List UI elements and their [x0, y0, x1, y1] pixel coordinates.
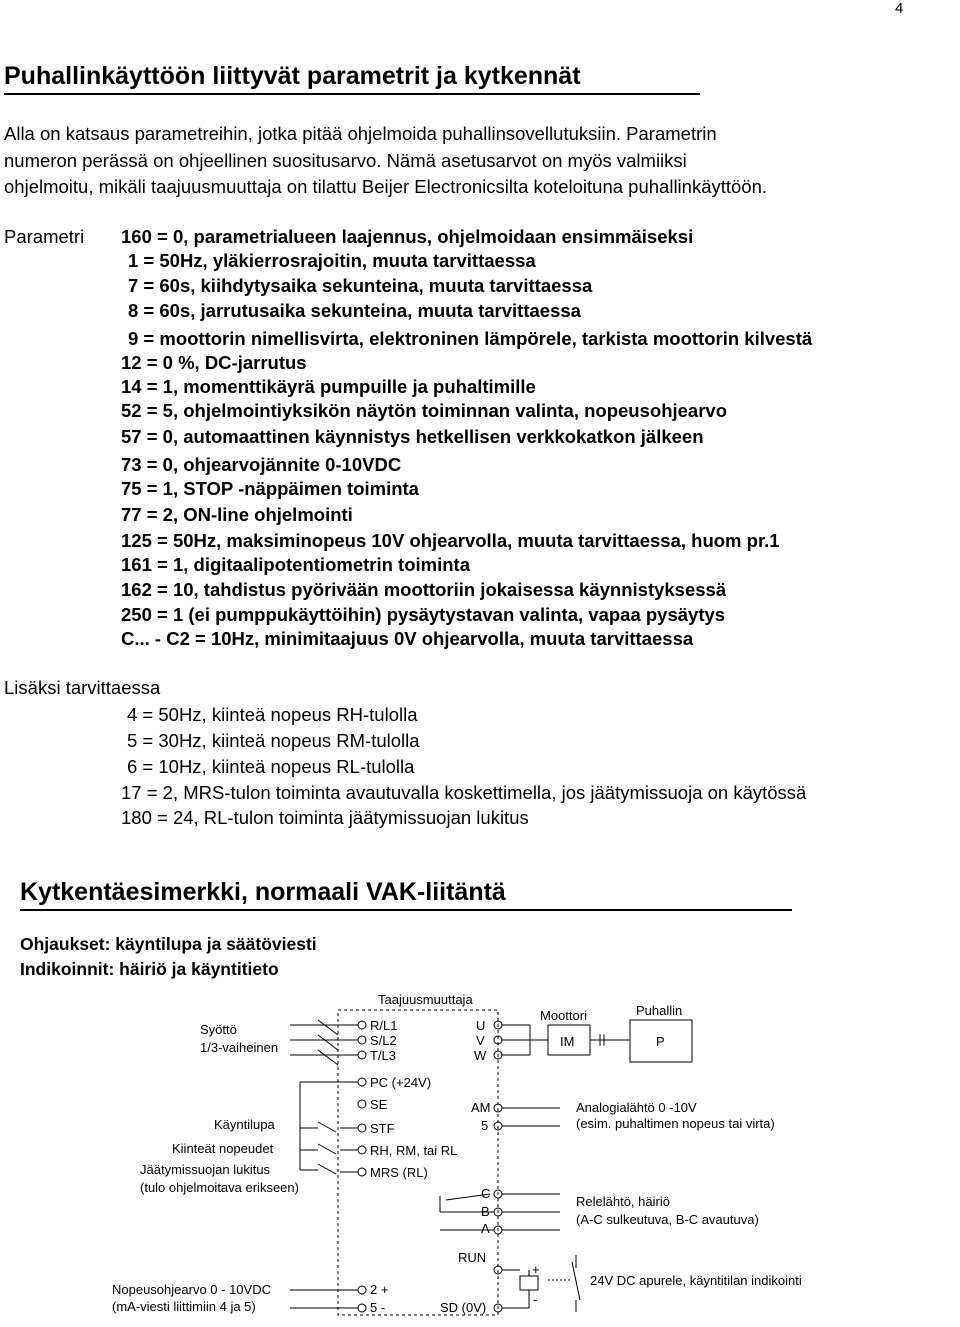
terminal-label: R/L1 — [370, 1018, 398, 1033]
param-line: 7 = 60s, kiihdytysaika sekunteina, muuta tarvittaessa — [128, 275, 593, 296]
param-line: 162 = 10, tahdistus pyörivään moottoriin jokaisessa käynnistyksessä — [121, 579, 727, 600]
extra-param-line: 4 = 50Hz, kiinteä nopeus RH-tulolla — [127, 704, 418, 725]
param-line: 8 = 60s, jarrutusaika sekunteina, muuta tarvittaessa — [128, 300, 581, 321]
page-title: Puhallinkäyttöön liittyvät parametrit ja kytkennät — [4, 62, 700, 95]
param-line: 52 = 5, ohjelmointiyksikön näytön toiminnan valinta, nopeusohjearvo — [121, 400, 728, 421]
terminal-stf — [358, 1124, 366, 1132]
analog-out-label: (esim. puhaltimen nopeus tai virta) — [576, 1116, 775, 1131]
terminal-label: V — [476, 1033, 485, 1048]
terminal-label: U — [476, 1018, 486, 1033]
terminal-label: B — [481, 1204, 490, 1219]
terminal-rh — [358, 1146, 366, 1154]
fan-symbol: P — [656, 1034, 665, 1049]
terminal-rl1 — [358, 1021, 366, 1029]
analog-out-label: Analogialähtö 0 -10V — [576, 1100, 697, 1115]
supply-label: 1/3-vaiheinen — [200, 1040, 279, 1055]
plus-label: + — [532, 1262, 540, 1277]
speed-ref-label: Nopeusohjearvo 0 - 10VDC — [112, 1282, 271, 1297]
param-line: 1 = 50Hz, yläkierrosrajoitin, muuta tarvittaessa — [128, 250, 536, 271]
param-line: 250 = 1 (ei pumppukäyttöihin) pysäytystavan valinta, vapaa pysäytys — [121, 604, 726, 625]
terminal-label: RH, RM, tai RL — [370, 1143, 458, 1158]
terminal-pc — [358, 1078, 366, 1086]
supply-switch-2 — [318, 1035, 338, 1050]
terminal-label: SD (0V) — [440, 1300, 487, 1315]
param-line: 73 = 0, ohjearvojännite 0-10VDC — [121, 454, 402, 475]
terminal-label: RUN — [458, 1250, 487, 1265]
terminal-label: 5 — [481, 1118, 489, 1133]
terminal-label: SE — [370, 1097, 388, 1112]
minus-label: - — [533, 1292, 538, 1307]
terminal-label: 2 + — [370, 1282, 389, 1297]
extra-param-line: 6 = 10Hz, kiinteä nopeus RL-tulolla — [127, 756, 415, 777]
terminal-label: W — [474, 1048, 487, 1063]
param-line: 14 = 1, momenttikäyrä pumpuille ja puhaltimille — [121, 376, 536, 397]
extra-param-line: 180 = 24, RL-tulon toiminta jäätymissuojan lukitus — [121, 807, 529, 828]
enable-label: Käyntilupa — [214, 1117, 275, 1132]
freeze-lock-label: Jäätymissuojan lukitus — [140, 1162, 271, 1177]
speed-ref-label: (mA-viesti liittimiin 4 ja 5) — [112, 1299, 256, 1314]
fixed-speeds-label: Kiinteät nopeudet — [172, 1141, 274, 1156]
param-line: 160 = 0, parametrialueen laajennus, ohjelmoidaan ensimmäiseksi — [121, 226, 694, 247]
param-line: 9 = moottorin nimellisvirta, elektroninen lämpörele, tarkista moottorin kilvestä — [128, 328, 813, 349]
indications-heading: Indikoinnit: häiriö ja käyntitieto — [20, 959, 279, 979]
freeze-lock-label: (tulo ohjelmoitava erikseen) — [140, 1180, 299, 1195]
param-line: 75 = 1, STOP -näppäimen toiminta — [121, 478, 419, 499]
controls-heading: Ohjaukset: käyntilupa ja säätöviesti — [20, 934, 317, 954]
terminal-tl3 — [358, 1051, 366, 1059]
terminal-2 — [358, 1286, 366, 1294]
section-title: Kytkentäesimerkki, normaali VAK-liitäntä — [20, 878, 792, 911]
supply-switch-1 — [318, 1020, 338, 1035]
page-number: 4 — [895, 0, 904, 17]
relay-24v-label: 24V DC apurele, käyntitilan indikointi — [590, 1273, 802, 1288]
param-line: 57 = 0, automaattinen käynnistys hetkellisen verkkokatkon jälkeen — [121, 426, 704, 447]
terminal-label: S/L2 — [370, 1033, 397, 1048]
terminal-label: 5 - — [370, 1300, 386, 1315]
terminal-label: PC (+24V) — [370, 1075, 432, 1090]
terminal-mrs — [358, 1168, 366, 1176]
relay-out-label: (A-C sulkeutuva, B-C avautuva) — [576, 1212, 759, 1227]
terminal-label: MRS (RL) — [370, 1165, 428, 1180]
param-line: 125 = 50Hz, maksiminopeus 10V ohjearvolla, muuta tarvittaessa, huom pr.1 — [121, 530, 780, 551]
terminal-label: T/L3 — [370, 1048, 397, 1063]
inverter-label: Taajuusmuuttaja — [378, 992, 473, 1007]
motor-symbol: IM — [560, 1034, 575, 1049]
relay-coil — [520, 1276, 538, 1290]
supply-label: Syöttö — [200, 1022, 237, 1037]
extra-param-line: 17 = 2, MRS-tulon toiminta avautuvalla koskettimella, jos jäätymissuoja on käytössä — [121, 782, 807, 803]
terminal-label: C — [481, 1186, 491, 1201]
intro-line: numeron perässä on ohjeellinen suositusarvo. Nämä asetusarvot on myös valmiiksi — [4, 149, 687, 171]
fan-label: Puhallin — [636, 1003, 683, 1018]
supply-switch-3 — [318, 1050, 338, 1065]
param-line: 161 = 1, digitaalipotentiometrin toiminta — [121, 554, 470, 575]
extra-param-line: 5 = 30Hz, kiinteä nopeus RM-tulolla — [127, 730, 420, 751]
terminal-label: STF — [370, 1121, 395, 1136]
params-label: Parametri — [4, 226, 85, 247]
param-line: C... - C2 = 10Hz, minimitaajuus 0V ohjearvolla, muuta tarvittaessa — [121, 628, 694, 649]
terminal-se — [358, 1100, 366, 1108]
terminal-sl2 — [358, 1036, 366, 1044]
relay-out-label: Relelähtö, häiriö — [576, 1194, 670, 1209]
param-line: 12 = 0 %, DC-jarrutus — [121, 352, 307, 373]
terminal-5n — [358, 1304, 366, 1312]
param-line: 77 = 2, ON-line ohjelmointi — [121, 504, 353, 525]
terminal-label: AM — [471, 1100, 491, 1115]
motor-label: Moottori — [540, 1008, 587, 1023]
intro-line: ohjelmoitu, mikäli taajuusmuuttaja on tilattu Beijer Electronicsilta koteloituna puhallinkäyttöön. — [4, 176, 768, 197]
extra-label: Lisäksi tarvittaessa — [4, 677, 161, 698]
terminal-label: A — [481, 1221, 490, 1236]
intro-line: Alla on katsaus parametreihin, jotka pitää ohjelmoida puhallinsovellutuksiin. Parametrin — [4, 123, 717, 144]
